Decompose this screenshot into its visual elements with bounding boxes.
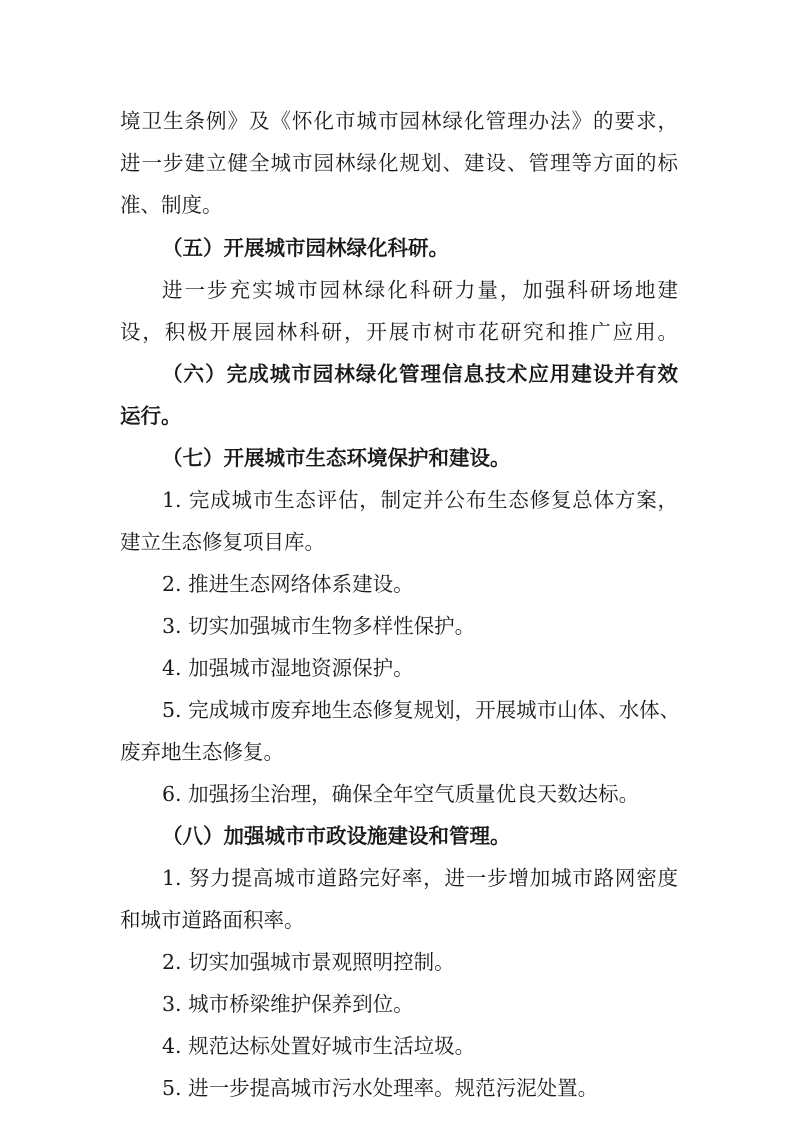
list-item: 6. 加强扬尘治理，确保全年空气质量优良天数达标。	[162, 782, 640, 806]
list-item: 5. 进一步提高城市污水处理率。规范污泥处置。	[162, 1076, 599, 1100]
list-item: 3. 切实加强城市生物多样性保护。	[162, 614, 476, 638]
section-heading-5: （五）开展城市园林绿化科研。	[162, 236, 449, 260]
list-item-continued: 和城市道路面积率。	[120, 908, 305, 932]
list-item: 5. 完成城市废弃地生态修复规划，开展城市山体、水体、	[162, 698, 681, 722]
list-item: 2. 切实加强城市景观照明控制。	[162, 950, 455, 974]
section-heading-6: （六）完成城市园林绿化管理信息技术应用建设并有效	[162, 362, 678, 386]
section-heading-7: （七）开展城市生态环境保护和建设。	[162, 446, 511, 470]
list-item-continued: 废弃地生态修复。	[120, 740, 284, 764]
list-item: 1. 完成城市生态评估，制定并公布生态修复总体方案，	[162, 488, 678, 512]
list-item: 3. 城市桥梁维护保养到位。	[162, 992, 414, 1016]
body-text-line: 境卫生条例》及《怀化市城市园林绿化管理办法》的要求，	[120, 109, 678, 133]
body-text-line: 进一步建立健全城市园林绿化规划、建设、管理等方面的标	[120, 151, 678, 175]
list-item: 1. 努力提高城市道路完好率，进一步增加城市路网密度	[162, 866, 678, 890]
list-item-continued: 建立生态修复项目库。	[120, 530, 325, 554]
list-item: 2. 推进生态网络体系建设。	[162, 572, 414, 596]
section-heading-6-continued: 运行。	[120, 404, 182, 428]
list-item: 4. 加强城市湿地资源保护。	[162, 656, 414, 680]
body-text-line: 设，积极开展园林科研，开展市树市花研究和推广应用。	[120, 320, 678, 344]
section-heading-8: （八）加强城市市政设施建设和管理。	[162, 824, 511, 848]
list-item: 4. 规范达标处置好城市生活垃圾。	[162, 1034, 476, 1058]
body-text-line: 准、制度。	[120, 193, 223, 217]
body-text-line: 进一步充实城市园林绿化科研力量，加强科研场地建	[162, 278, 678, 302]
